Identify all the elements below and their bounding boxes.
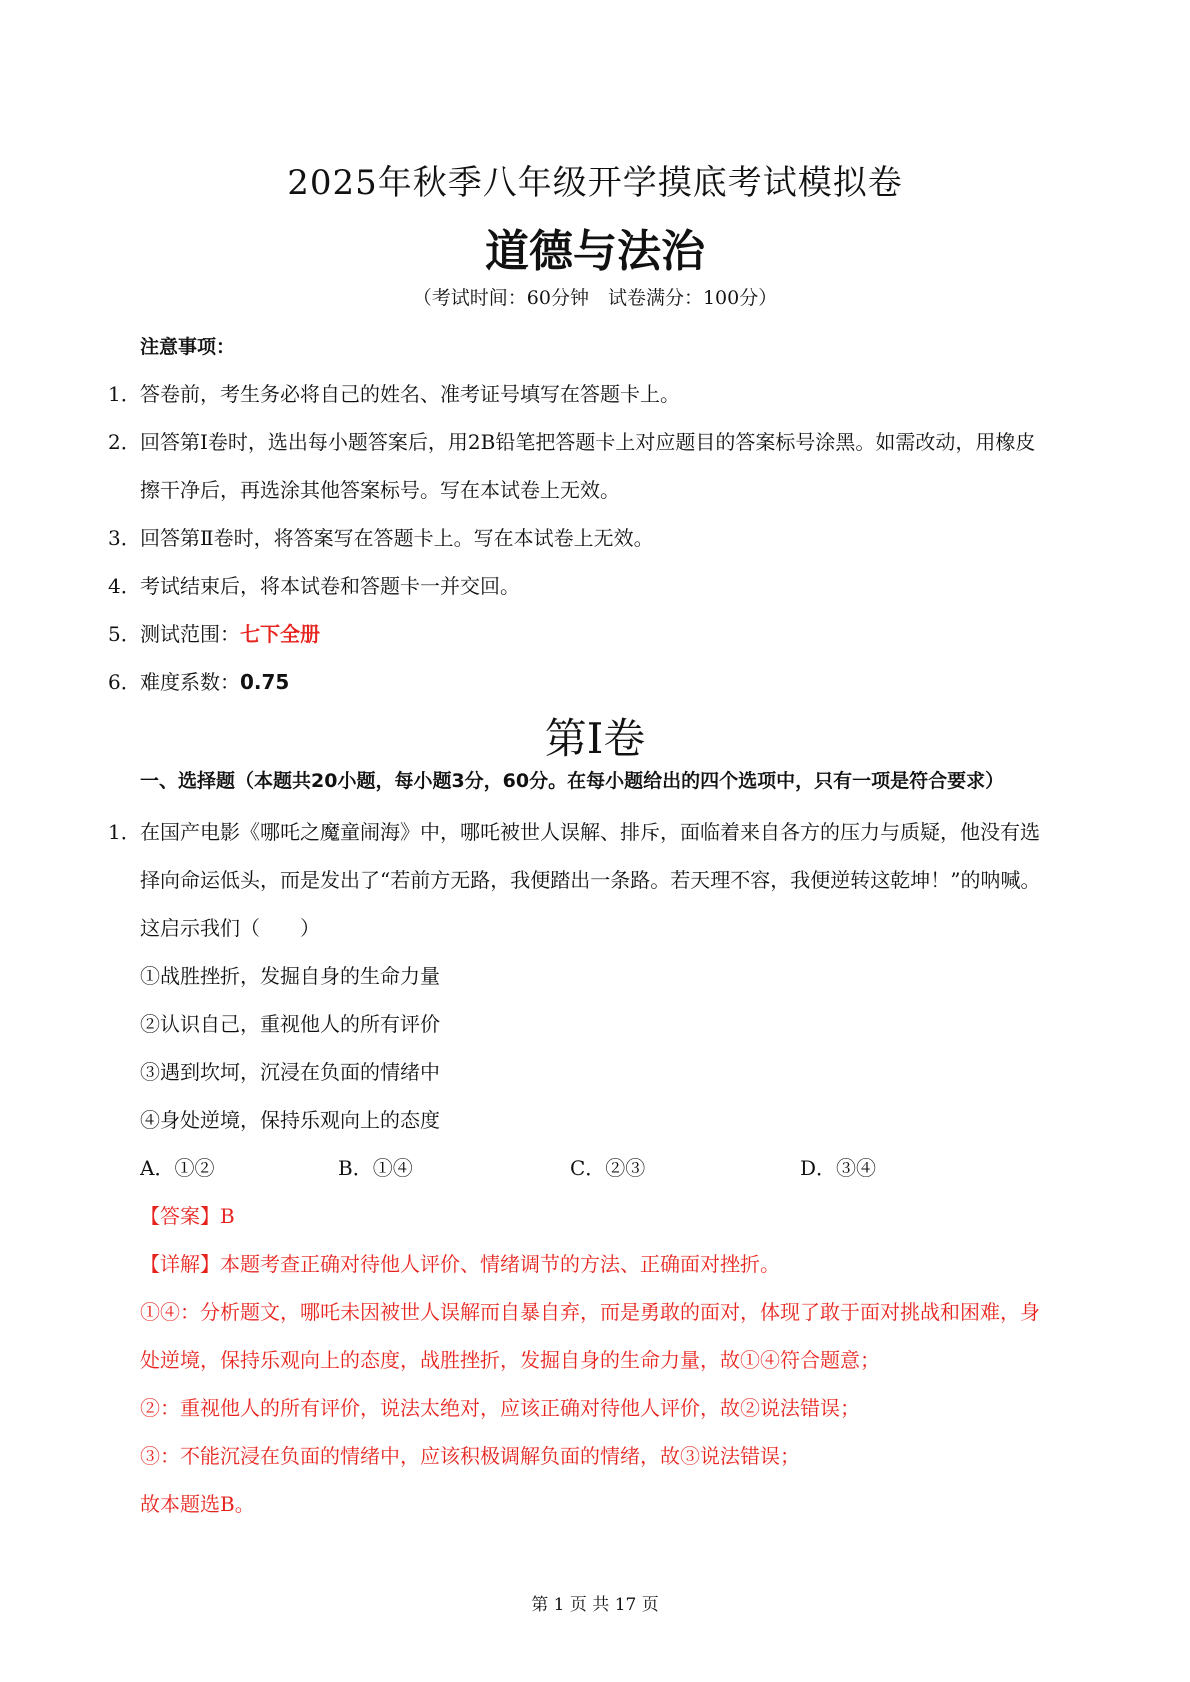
explanation-line: ①④：分析题文，哪吒未因被世人误解而自暴自弃，而是勇敢的面对，体现了敢于面对挑战和困难，身 [140,1300,1040,1324]
notice-item-text: 回答第Ⅰ卷时，选出每小题答案后，用2B铅笔把答题卡上对应题目的答案标号涂黑。如需改动，用橡皮 [140,430,1036,454]
question-stem: 择向命运低头，而是发出了“若前方无路，我便踏出一条路。若天理不容，我便逆转这乾坤！”的呐喊。 [140,868,1041,892]
answer: 【答案】B [140,1204,235,1228]
notice-item-number: 5． [108,622,141,646]
notice-item-number: 6． [108,670,141,694]
statement-2: ②认识自己，重视他人的所有评价 [140,1012,440,1036]
notice-item-number: 1． [108,382,141,406]
notice-item-number: 3． [108,526,141,550]
subject-title: 道德与法治 [485,226,705,277]
section-heading: 一、选择题（本题共20小题，每小题3分，60分。在每小题给出的四个选项中，只有一项是符合要求） [140,770,1005,792]
explanation-line: 故本题选B。 [140,1492,255,1516]
test-scope-value: 七下全册 [240,622,320,646]
page-footer: 第 1 页 共 17 页 [531,1595,659,1615]
difficulty-value: 0.75 [240,670,290,694]
statement-1: ①战胜挫折，发掘自身的生命力量 [140,964,440,988]
explanation-line: 处逆境，保持乐观向上的态度，战胜挫折，发掘自身的生命力量，故①④符合题意； [140,1348,880,1372]
difficulty-label: 难度系数： [140,670,240,694]
question-number: 1． [108,820,141,844]
notice-item-number: 4． [108,574,141,598]
option-a: A．①② [140,1156,215,1180]
explanation-line: ②：重视他人的所有评价，说法太绝对，应该正确对待他人评价，故②说法错误； [140,1396,860,1420]
difficulty-line [140,666,289,695]
test-scope-line [140,618,320,647]
section-title: 第Ⅰ卷 [544,714,646,763]
option-d: D．③④ [800,1156,877,1180]
notice-item-text: 考试结束后，将本试卷和答题卡一并交回。 [140,574,520,598]
notice-heading: 注意事项： [140,336,236,358]
statement-3: ③遇到坎坷，沉浸在负面的情绪中 [140,1060,440,1084]
exam-title: 2025年秋季八年级开学摸底考试模拟卷 [287,163,903,203]
notice-item-text: 擦干净后，再选涂其他答案标号。写在本试卷上无效。 [140,478,620,502]
explanation-line: 【详解】本题考查正确对待他人评价、情绪调节的方法、正确面对挫折。 [140,1252,780,1276]
notice-item-number: 2． [108,430,141,454]
notice-item-text: 回答第Ⅱ卷时，将答案写在答题卡上。写在本试卷上无效。 [140,526,654,550]
option-b: B．①④ [338,1156,413,1180]
question-stem: 在国产电影《哪吒之魔童闹海》中，哪吒被世人误解、排斥，面临着来自各方的压力与质疑，他没有选 [140,820,1040,844]
explanation-line: ③：不能沉浸在负面的情绪中，应该积极调解负面的情绪，故③说法错误； [140,1444,800,1468]
statement-4: ④身处逆境，保持乐观向上的态度 [140,1108,440,1132]
exam-info: （考试时间：60分钟 试卷满分：100分） [412,287,778,309]
question-stem: 这启示我们（ ） [140,916,320,940]
option-c: C．②③ [570,1156,646,1180]
notice-item-text: 答卷前，考生务必将自己的姓名、准考证号填写在答题卡上。 [140,382,680,406]
test-scope-label: 测试范围： [140,622,240,646]
